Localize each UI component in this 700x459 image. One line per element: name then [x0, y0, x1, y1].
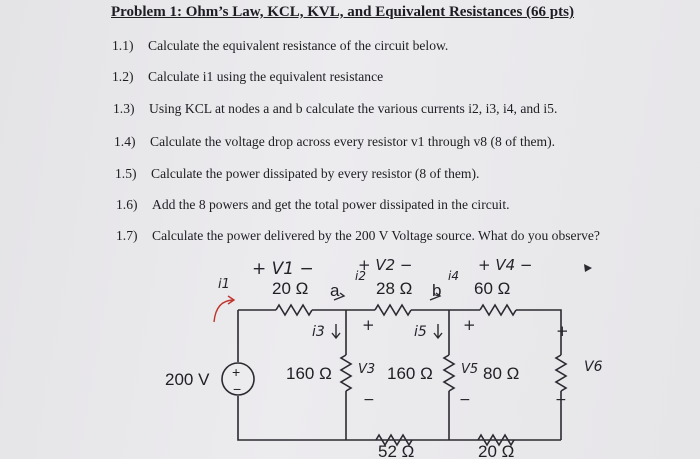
node-a-label: a [330, 281, 340, 300]
resistor-r5-label: 160 Ω [387, 364, 433, 383]
resistor-r1-label: 20 Ω [272, 279, 309, 298]
pen-mark-icon [584, 264, 592, 272]
resistor-r1-symbol [276, 305, 312, 315]
resistor-r6-label: 80 Ω [483, 364, 520, 383]
annotation-plus-v5: + [463, 316, 476, 334]
annotation-i1: i1 [218, 277, 230, 292]
voltage-source-label: 200 V [165, 370, 210, 389]
arrow-i1-icon [214, 296, 234, 322]
annotation-v1: + V1 − [252, 259, 314, 279]
annotation-i2: i2 [355, 269, 366, 283]
problem-title: Problem 1: Ohm’s Law, KCL, KVL, and Equivalent Resistances (66 pts) [111, 4, 574, 20]
resistor-r6-symbol [556, 355, 566, 391]
annotation-i4: i4 [448, 269, 459, 283]
question-1-4: 1.4) Calculate the voltage drop across every resistor v1 through v8 (8 of them). [114, 134, 556, 149]
annotation-plus-v3: + [362, 316, 375, 334]
resistor-r5-symbol [444, 355, 454, 391]
resistor-r2-symbol [375, 305, 411, 315]
annotation-v6: V6 [584, 359, 603, 375]
annotation-minus-v6: − [555, 392, 567, 408]
arrow-i5-icon [434, 324, 442, 338]
source-minus-sign: − [233, 381, 242, 397]
question-1-7: 1.7) Calculate the power delivered by the 200 V Voltage source. What do you observe? [116, 228, 600, 243]
question-1-5: 1.5) Calculate the power dissipated by every resistor (8 of them). [115, 166, 480, 181]
annotation-v2: + V2 − [358, 256, 413, 274]
annotation-v5: V5 [461, 362, 479, 377]
resistor-r2-label: 28 Ω [376, 279, 413, 298]
wire-bottom [238, 396, 561, 440]
annotation-v3: V3 [358, 362, 376, 377]
resistor-r4-symbol [480, 305, 516, 315]
resistor-r3-label: 160 Ω [286, 364, 332, 383]
resistor-r8-label: 20 Ω [478, 442, 515, 459]
resistor-r3-symbol [341, 355, 351, 391]
wire-top-4 [516, 310, 561, 355]
node-b-label: b [432, 281, 442, 300]
arrow-i3-icon [332, 324, 340, 338]
annotation-minus-v5: − [459, 392, 471, 408]
question-1-1: 1.1) Calculate the equivalent resistance of the circuit below. [112, 38, 449, 53]
resistor-r4-label: 60 Ω [474, 279, 511, 298]
question-1-2: 1.2) Calculate i1 using the equivalent resistance [112, 69, 384, 84]
resistor-r7-label: 52 Ω [378, 442, 415, 459]
source-plus-sign: + [232, 364, 241, 380]
question-1-3: 1.3) Using KCL at nodes a and b calculate the various currents i2, i3, i4, and i5. [113, 101, 558, 116]
annotation-plus-v6: + [556, 322, 569, 340]
annotation-i5: i5 [414, 324, 427, 340]
annotation-i3: i3 [312, 324, 325, 340]
question-1-6: 1.6) Add the 8 powers and get the total power dissipated in the circuit. [116, 197, 510, 212]
annotation-minus-v3: − [363, 392, 375, 408]
annotation-v4: + V4 − [478, 256, 533, 274]
